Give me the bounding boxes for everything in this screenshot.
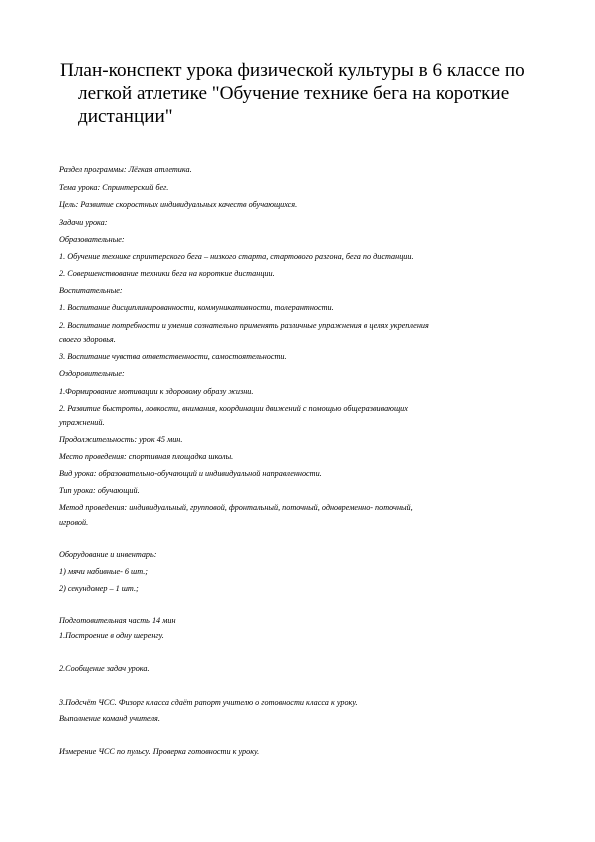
location-line: Место проведения: спортивная площадка школы. (59, 452, 234, 461)
equipment-item: 1) мячи набивные- 6 шт.; (59, 567, 148, 576)
equipment-heading: Оборудование и инвентарь: (59, 550, 157, 559)
list-item-cont: упражнений. (59, 418, 105, 427)
section-line: Раздел программы: Лёгкая атлетика. (59, 165, 192, 174)
part-heading: Подготовительная часть 14 мин (59, 616, 176, 625)
subheading: Образовательные: (59, 235, 125, 244)
tasks-heading: Задачи урока: (59, 218, 108, 227)
title-line: дистанции" (78, 106, 173, 127)
subheading: Воспитательные: (59, 286, 123, 295)
step-line: 1.Построение в одну шеренгу. (59, 631, 164, 640)
list-item: 1.Формирование мотивации к здоровому образу жизни. (59, 387, 254, 396)
goal-line: Цель: Развитие скоростных индивидуальных качеств обучающихся. (59, 200, 298, 209)
lesson-kind-line: Вид урока: образовательно-обучающий и индивидуальной направленности. (59, 469, 322, 478)
step-line-cont: Выполнение команд учителя. (59, 714, 160, 723)
list-item: 3. Воспитание чувства ответственности, самостоятельности. (59, 352, 287, 361)
list-item-cont: своего здоровья. (59, 335, 116, 344)
list-item: 1. Воспитание дисциплинированности, коммуникативности, толерантности. (59, 303, 334, 312)
document-title (60, 59, 560, 128)
step-line: 3.Подсчёт ЧСС. Физорг класса сдаёт рапорт учителю о готовности класса к уроку. (59, 698, 358, 707)
list-item: 2. Развитие быстроты, ловкости, внимания, координации движений с помощью общеразвивающих (59, 404, 408, 413)
duration-line: Продолжительность: урок 45 мин. (59, 435, 183, 444)
lesson-type-line: Тип урока: обучающий. (59, 486, 140, 495)
list-item: 1. Обучение технике спринтерского бега – низкого старта, стартового разгона, бега по дистанции. (59, 252, 414, 261)
subheading: Оздоровительные: (59, 369, 125, 378)
title-line: легкой атлетике "Обучение технике бега на короткие (78, 83, 510, 104)
method-line-cont: игровой. (59, 518, 89, 527)
equipment-item: 2) секундомер – 1 шт.; (59, 584, 139, 593)
title-line: План-конспект урока физической культуры в 6 классе по (60, 60, 525, 81)
list-item: 2. Воспитание потребности и умения сознательно применять различные упражнения в целях укрепления (59, 321, 429, 330)
step-line: 2.Сообщение задач урока. (59, 664, 150, 673)
method-line: Метод проведения: индивидуальный, групповой, фронтальный, поточный, одновременно- поточный, (59, 503, 413, 512)
topic-line: Тема урока: Спринтерский бег. (59, 183, 169, 192)
step-line: Измерение ЧСС по пульсу. Проверка готовности к уроку. (59, 747, 260, 756)
list-item: 2. Совершенствование техники бега на короткие дистанции. (59, 269, 275, 278)
